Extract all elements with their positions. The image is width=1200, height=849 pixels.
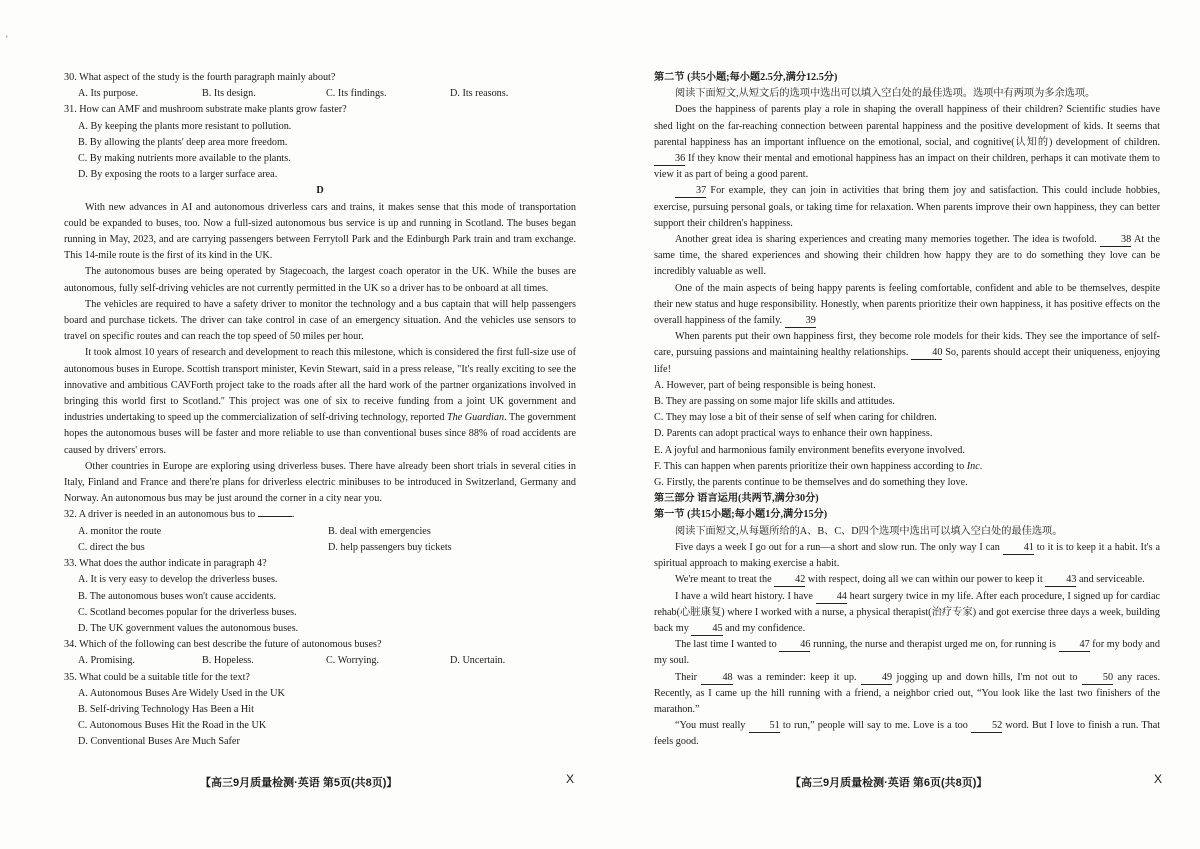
p3-text-a: Another great idea is sharing experiences and creating many memories together. The idea is twofold. [675,234,1097,246]
passage-d-paragraph: The autonomous buses are being operated by Stagecoach, the largest coach operator in the UK. While the buses are autonomous, fully self-driving vehicles are not currently permitted in the UK so a driver has to be onboard at all times. [64,266,576,294]
p4-text: One of the main aspects of being happy parents is feeling comfortable, confident and able to be themselves, despite their new status and huge responsibility. Honestly, when parents prioritize their own happiness, it has positive effects on the overall happiness of the family. [654,282,1160,327]
section-1-instructions: 阅读下面短文,从每题所给的A、B、C、D四个选项中选出可以填入空白处的最佳选项。 [675,525,1063,537]
cloze-text: any races. Recently, as I came up the hill running with a friend, a neighbor cried out, “You look like the last two finishers of the marathon.” [654,671,1161,715]
passage-paragraph-4 [654,281,1160,330]
cloze-text: for my body and my soul. [654,639,1160,667]
q30-option-c: C. Its findings. [326,88,387,100]
passage-paragraph-3 [654,232,1160,281]
cloze-text: and my confidence. [725,622,806,634]
cloze-paragraph-1 [654,540,1160,572]
blank-43: 43 [1045,574,1076,587]
q35-option-d: D. Conventional Buses Are Much Safer [78,736,240,748]
p1-text-b: If they know their mental and emotional happiness has an impact on their children, perhaps it can motivate them to view it as part of being a good parent. [654,153,1161,181]
section-2-instructions: 阅读下面短文,从短文后的选项中选出可以填入空白处的最佳选项。选项中有两项为多余选项。 [675,88,1096,100]
q32-option-d: D. help passengers buy tickets [328,541,452,553]
cloze-text: to run,” people will say to me. Love is a too [782,720,968,732]
cloze-paragraph-6 [654,718,1160,750]
section-2-option-c: C. They may lose a bit of their sense of self when caring for children. [654,412,937,424]
cloze-text: running, the nurse and therapist urged me on, for running is [813,639,1056,651]
q31-option-c: C. By making nutrients more available to the plants. [78,153,291,165]
section-2-option-a: A. However, part of being responsible is being honest. [654,379,876,391]
page-5-footer-mark: X [566,772,575,786]
passage-d-paragraph-5: Other countries in Europe are exploring using driverless buses. There have already been short trials in several cities in Italy, Finland and France and there're plans for driverless electric minibuses to be introduced in Switzerland, Germany and Norway. An autonomous bus may be just around the corner in a city near you. [64,460,576,505]
cloze-text: and serviceable. [1079,574,1145,586]
section-d-heading: D [316,185,324,197]
blank-47: 47 [1059,639,1090,652]
blank-46: 46 [779,639,810,652]
q30-options [64,86,576,102]
blank-42: 42 [774,574,805,587]
cloze-text: Their [675,671,698,683]
blank-36: 36 [654,153,685,166]
q32-blank [258,516,292,517]
blank-37: 37 [675,185,706,198]
page-6-footer: 【高三9月质量检测·英语 第6页(共8页)】 [790,777,988,789]
q31-option-a: A. By keeping the plants more resistant to pollution. [78,120,292,132]
option-f-source: Inc [966,460,980,472]
q31-option-d: D. By exposing the roots to a larger surface area. [78,169,278,181]
q34-options [64,653,576,669]
blank-50: 50 [1082,672,1113,685]
passage-d-paragraph: The vehicles are required to have a safety driver to monitor the technology and a bus captain that will help passengers board and purchase tickets. The driver can take control in case of an emergency situation. And the vehicles use sensors to travel on specific routes and can reach the top speed of 50 miles per hour. [64,298,576,343]
p1-text-a: Does the happiness of parents play a role in shaping the overall happiness of their children? Scientific studies have shed light on the far-reaching connection between parental happiness and the positive development of kids. It seems that parental happiness has an important influence on the emotional, social, and cognitive(认知的) development of children. [654,104,1160,148]
section-2-option-d: D. Parents can adopt practical ways to enhance their own happiness. [654,428,933,440]
q31-stem: 31. How can AMF and mushroom substrate make plants grow faster? [64,104,347,116]
passage-d-paragraph: With new advances in AI and autonomous driverless cars and trains, it makes sense that this mode of transportation could be expanded to buses, too. Now a full-sized autonomous bus service is up and running in Scotland. The buses began running in May, 2023, and are carrying passengers between Ferrytoll Park and the Edinburgh Park train and tram exchange. This 14-mile route is the first of its kind in the UK. [64,201,576,262]
para4-text-b: . The government hopes the autonomous buses will be faster and more reliable to use than conventional buses since 88% of road accidents are caused by drivers' errors. [64,412,577,456]
q34-stem: 34. Which of the following can best describe the future of autonomous buses? [64,639,382,651]
q30-option-a: A. Its purpose. [78,88,138,100]
blank-41: 41 [1003,542,1034,555]
q33-stem: 33. What does the author indicate in paragraph 4? [64,558,267,570]
page-6 [654,70,1160,751]
cloze-text: was a reminder: keep it up. [737,671,857,683]
q35-option-c: C. Autonomous Buses Hit the Road in the UK [78,720,267,732]
cloze-text: word. But I love to finish a run. That feels good. [654,720,1161,748]
q32-stem: 32. A driver is needed in an autonomous bus to . [64,509,295,521]
page-5-footer: 【高三9月质量检测·英语 第5页(共8页)】 [200,777,398,789]
q32-option-a: A. monitor the route [78,525,162,537]
cloze-paragraph-5 [654,670,1160,719]
option-f-text: F. This can happen when parents prioritize their own happiness according to [654,460,967,472]
section-1-heading: 第一节 (共15小题;每小题1分,满分15分) [654,509,828,521]
q35-option-b: B. Self-driving Technology Has Been a Hit [78,703,254,715]
blank-38: 38 [1100,234,1131,247]
page-5 [64,70,576,751]
blank-52: 52 [971,720,1002,733]
q34-option-a: A. Promising. [78,655,135,667]
q35-option-a: A. Autonomous Buses Are Widely Used in the UK [78,687,285,699]
q32-stem-text: 32. A driver is needed in an autonomous bus to [64,509,256,521]
q31-option-b: B. By allowing the plants' deep area more freedom. [78,136,288,148]
q32-option-b: B. deal with emergencies [328,525,431,537]
q33-option-b: B. The autonomous buses won't cause accidents. [78,590,276,602]
cloze-text: with respect, doing all we can within our power to keep it [807,574,1043,586]
q33-option-d: D. The UK government values the autonomous buses. [78,622,299,634]
q34-option-c: C. Worrying. [326,655,380,667]
section-2-option-g: G. Firstly, the parents continue to be themselves and do something they love. [654,477,968,489]
section-2-heading: 第二节 (共5小题;每小题2.5分,满分12.5分) [654,72,838,83]
blank-44: 44 [816,591,847,604]
q34-option-d: D. Uncertain. [450,655,506,667]
blank-49: 49 [861,672,892,685]
option-f-end: . [979,460,983,472]
blank-45: 45 [691,623,722,636]
section-2-option-b: B. They are passing on some major life skills and attitudes. [654,396,895,408]
cloze-paragraph-3 [654,589,1160,638]
cloze-text: to it is to keep it a habit. It's a spiritual approach to making exercise a habit. [654,541,1160,570]
blank-48: 48 [701,672,732,685]
p2-text: For example, they can join in activities that bring them joy and satisfaction. This could include hobbies, exercise, pursuing personal goals, or taking time for relaxation. When parents improve their own happiness, they can better support their children's happiness. [654,185,1161,229]
p5-text-a: When parents put their own happiness first, they become role models for their kids. They see the importance of self-care, pursuing passions and maintaining healthy relationships. [654,331,1160,359]
cloze-paragraph-2 [654,572,1160,588]
p5-text-b: So, parents should accept their uniqueness, enjoying life! [654,347,1161,375]
q32-option-c: C. direct the bus [78,541,145,553]
section-2-option-e: E. A joyful and harmonious family environment benefits everyone involved. [654,444,965,456]
q30-option-b: B. Its design. [202,88,256,100]
cloze-text: Five days a week I go out for a run—a short and slow run. The only way I can [675,541,1000,553]
passage-paragraph-5 [654,329,1160,378]
section-2-option-f [654,459,1160,475]
q33-option-a: A. It is very easy to develop the driverless buses. [78,574,278,586]
cloze-text: The last time I wanted to [675,639,777,651]
para4-text-a: It took almost 10 years of research and development to reach this milestone, which is considered the first full-size use of autonomous buses in Europe. Scottish transport minister, Kevin Stewart, said in a press release, "It's really exciting to see the innovative and ambitious CAVForth project take to the roads after all the hard work of the partner organizations involved in bringing this world first to Scotland." This project was one of six to receive funding from a joint UK government and industries undertaking to speed up the commercialization of self-driving technology, reported [64,347,576,424]
passage-d-paragraph-4 [64,345,576,458]
q30-stem: 30. What aspect of the study is the fourth paragraph mainly about? [64,72,336,83]
blank-39: 39 [785,315,816,328]
q35-stem: 35. What could be a suitable title for the text? [64,671,250,683]
q34-option-b: B. Hopeless. [202,655,254,667]
cloze-text: I have a wild heart history. I have [675,590,813,602]
p3-text-b: At the same time, the shared experiences and showing their children how happy they are to do something they love can be incredibly valuable as well. [654,234,1160,278]
passage-paragraph-1 [654,102,1160,183]
cloze-text: jogging up and down hills, I'm not out to [896,671,1078,683]
cloze-text: heart surgery twice in my life. After each procedure, I signed up for cardiac rehab(心脏康复) where I worked with a nurse, a physical therapist(治疗专家) and got exercise three days a week, building back my [654,590,1160,634]
q33-option-c: C. Scotland becomes popular for the driverless buses. [78,606,297,618]
blank-40: 40 [911,347,942,360]
page-6-footer-mark: X [1154,772,1163,786]
q30-option-d: D. Its reasons. [450,88,509,100]
cloze-paragraph-4 [654,637,1160,669]
cloze-text: “You must really [675,720,746,732]
scan-mark: ' [6,34,8,44]
cloze-text: We're meant to treat the [675,574,772,586]
blank-51: 51 [749,720,780,733]
part-3-heading: 第三部分 语言运用(共两节,满分30分) [654,493,819,505]
para4-source: The Guardian [446,412,505,424]
passage-paragraph-2 [654,183,1160,232]
q32-options [64,524,576,556]
